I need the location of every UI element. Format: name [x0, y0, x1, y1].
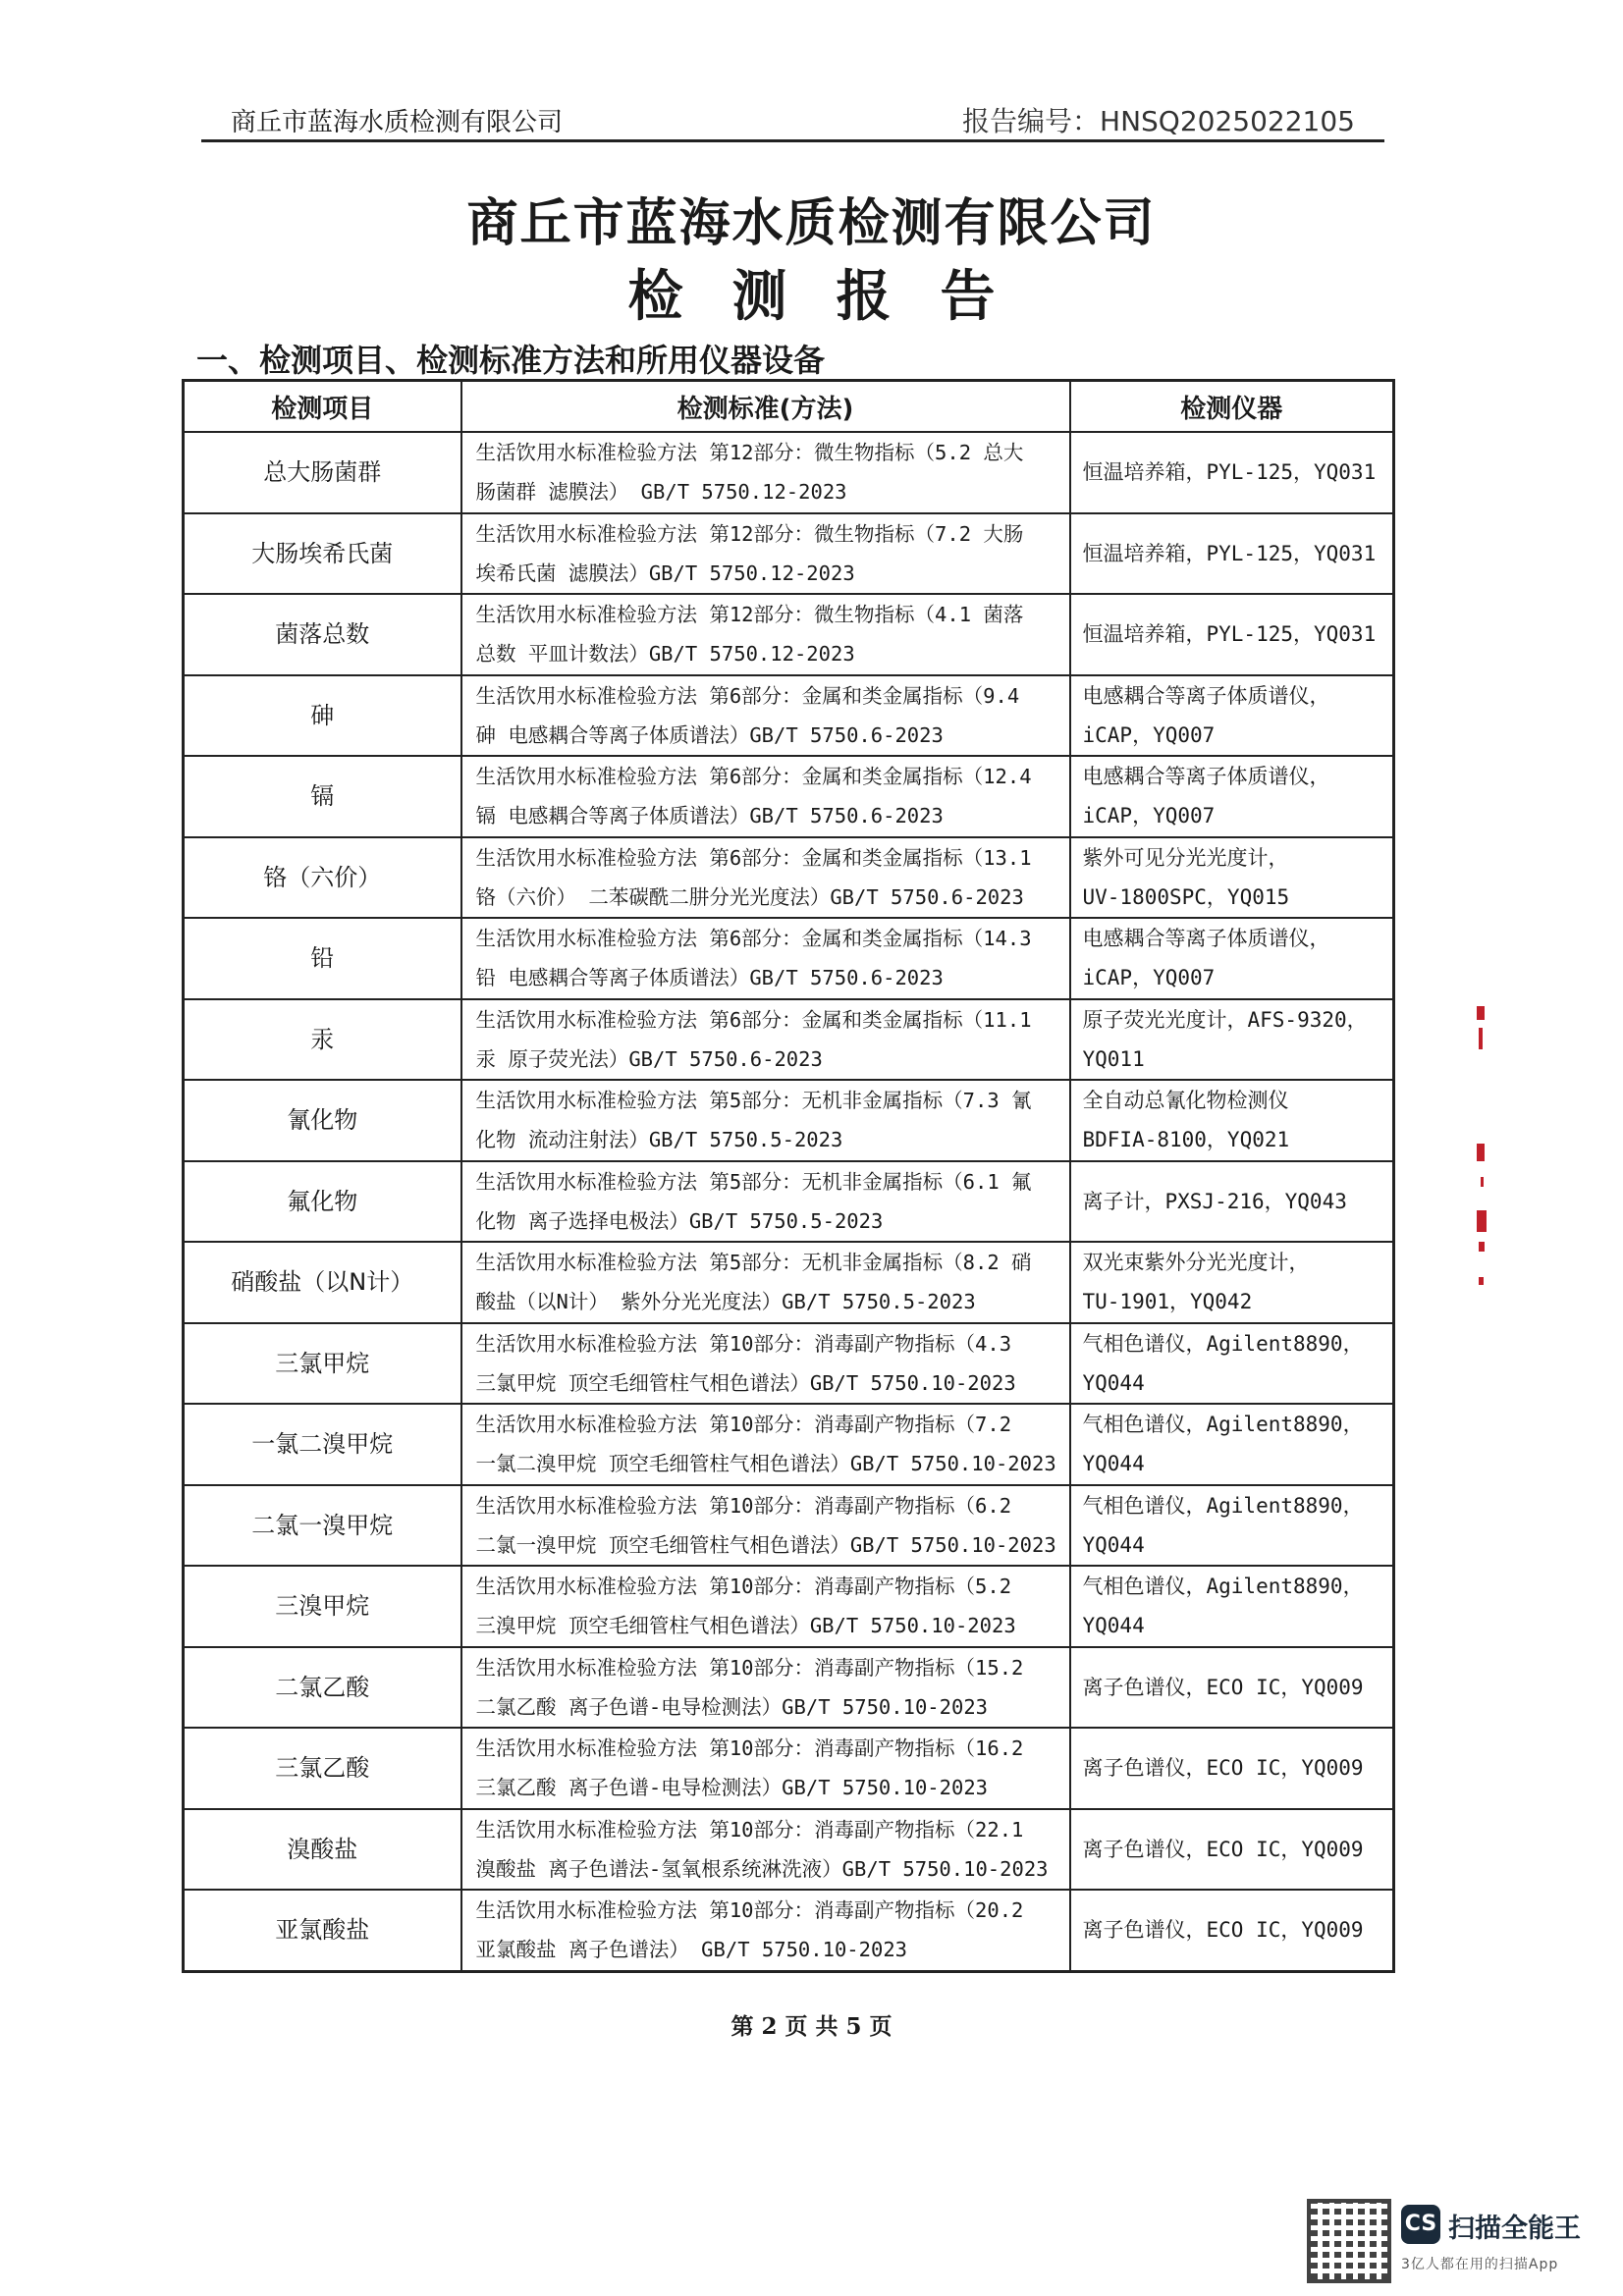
instrument-line-1: 气相色谱仪，Agilent8890，	[1082, 1331, 1364, 1356]
method-line-1: 生活饮用水标准检验方法 第10部分：消毒副产物指标（4.3	[475, 1331, 1012, 1356]
instrument-line-1: 恒温培养箱，PYL-125，YQ031	[1082, 622, 1377, 647]
table-row	[184, 1080, 1394, 1161]
instrument-line-2: iCAP，YQ007	[1082, 804, 1216, 828]
header-instrument: 检测仪器	[1070, 381, 1394, 433]
method-line-2: 三溴甲烷 顶空毛细管柱气相色谱法）GB/T 5750.10-2023	[475, 1614, 1016, 1638]
cell-instrument	[1070, 675, 1394, 757]
method-line-2: 酸盐（以N计） 紫外分光光度法）GB/T 5750.5-2023	[475, 1290, 976, 1314]
cell-instrument	[1070, 756, 1394, 837]
cell-instrument	[1070, 1242, 1394, 1323]
cell-test-method	[461, 837, 1070, 919]
scanner-app-name: 扫描全能王	[1448, 2214, 1581, 2244]
method-line-1: 生活饮用水标准检验方法 第10部分：消毒副产物指标（15.2	[475, 1655, 1024, 1680]
method-line-2: 亚氯酸盐 离子色谱法） GB/T 5750.10-2023	[475, 1938, 907, 1962]
method-line-2: 二氯乙酸 离子色谱-电导检测法）GB/T 5750.10-2023	[475, 1694, 988, 1719]
instrument-line-1: 恒温培养箱，PYL-125，YQ031	[1082, 460, 1377, 485]
cell-instrument	[1070, 594, 1394, 675]
header-report-number: 报告编号：HNSQ2025022105	[962, 105, 1355, 137]
cell-test-item: 硝酸盐（以N计）	[184, 1242, 461, 1323]
cell-test-item: 铅	[184, 918, 461, 999]
cell-test-method	[461, 918, 1070, 999]
cell-test-method	[461, 1566, 1070, 1647]
section-title: 一、检测项目、检测标准方法和所用仪器设备	[196, 342, 826, 379]
cell-test-method	[461, 1728, 1070, 1809]
instrument-line-1: 原子荧光光度计，AFS-9320，	[1082, 1007, 1368, 1032]
method-line-1: 生活饮用水标准检验方法 第10部分：消毒副产物指标（22.1	[475, 1817, 1024, 1842]
instrument-line-2: YQ044	[1082, 1370, 1145, 1395]
method-line-1: 生活饮用水标准检验方法 第5部分：无机非金属指标（8.2 硝	[475, 1251, 1032, 1275]
method-line-1: 生活饮用水标准检验方法 第12部分：微生物指标（5.2 总大	[475, 441, 1024, 465]
cell-instrument	[1070, 1728, 1394, 1809]
cell-test-method	[461, 1485, 1070, 1567]
cell-test-item: 铬（六价）	[184, 837, 461, 919]
scanner-app-badge	[1311, 2199, 1605, 2287]
method-line-2: 砷 电感耦合等离子体质谱法）GB/T 5750.6-2023	[475, 722, 944, 747]
cell-instrument	[1070, 1323, 1394, 1405]
cell-instrument	[1070, 432, 1394, 513]
cell-test-item: 二氯一溴甲烷	[184, 1485, 461, 1567]
method-line-1: 生活饮用水标准检验方法 第6部分：金属和类金属指标（11.1	[475, 1007, 1032, 1032]
table-row	[184, 1809, 1394, 1891]
table-row	[184, 432, 1394, 513]
instrument-line-2: YQ044	[1082, 1452, 1145, 1476]
method-line-2: 铅 电感耦合等离子体质谱法）GB/T 5750.6-2023	[475, 966, 944, 990]
cell-test-item: 三溴甲烷	[184, 1566, 461, 1647]
method-line-1: 生活饮用水标准检验方法 第10部分：消毒副产物指标（6.2	[475, 1493, 1012, 1518]
cell-test-method	[461, 1890, 1070, 1971]
cell-test-item: 镉	[184, 756, 461, 837]
instrument-line-1: 气相色谱仪，Agilent8890，	[1082, 1493, 1364, 1518]
instrument-line-1: 离子色谱仪，ECO IC，YQ009	[1082, 1918, 1364, 1943]
cell-test-method	[461, 999, 1070, 1081]
table-row	[184, 1728, 1394, 1809]
instrument-line-2: YQ044	[1082, 1532, 1145, 1557]
instrument-line-2: iCAP，YQ007	[1082, 722, 1216, 747]
table-row	[184, 1647, 1394, 1729]
cell-test-method	[461, 432, 1070, 513]
table-row	[184, 675, 1394, 757]
cell-instrument	[1070, 1809, 1394, 1891]
instrument-line-2: YQ011	[1082, 1046, 1145, 1071]
method-line-1: 生活饮用水标准检验方法 第6部分：金属和类金属指标（9.4	[475, 683, 1020, 708]
cell-instrument	[1070, 918, 1394, 999]
method-line-1: 生活饮用水标准检验方法 第5部分：无机非金属指标（6.1 氟	[475, 1169, 1032, 1194]
method-line-2: 三氯甲烷 顶空毛细管柱气相色谱法）GB/T 5750.10-2023	[475, 1370, 1016, 1395]
cell-instrument	[1070, 1161, 1394, 1243]
cell-test-item: 溴酸盐	[184, 1809, 461, 1891]
cell-test-item: 砷	[184, 675, 461, 757]
method-line-2: 镉 电感耦合等离子体质谱法）GB/T 5750.6-2023	[475, 804, 944, 828]
table-row	[184, 1890, 1394, 1971]
test-items-table-container	[182, 379, 1392, 1973]
instrument-line-1: 电感耦合等离子体质谱仪，	[1082, 765, 1330, 789]
cell-test-method	[461, 513, 1070, 595]
cell-instrument	[1070, 1647, 1394, 1729]
seal-edge-marks	[1473, 1006, 1502, 1301]
method-line-1: 生活饮用水标准检验方法 第5部分：无机非金属指标（7.3 氰	[475, 1089, 1032, 1113]
table-row	[184, 1323, 1394, 1405]
method-line-1: 生活饮用水标准检验方法 第10部分：消毒副产物指标（16.2	[475, 1736, 1024, 1761]
table-row	[184, 756, 1394, 837]
page-header	[201, 96, 1384, 142]
cell-test-method	[461, 1242, 1070, 1323]
method-line-2: 汞 原子荧光法）GB/T 5750.6-2023	[475, 1046, 823, 1071]
method-line-2: 一氯二溴甲烷 顶空毛细管柱气相色谱法）GB/T 5750.10-2023	[475, 1452, 1056, 1476]
table-row	[184, 999, 1394, 1081]
method-line-1: 生活饮用水标准检验方法 第10部分：消毒副产物指标（20.2	[475, 1898, 1024, 1923]
cell-test-item: 一氯二溴甲烷	[184, 1404, 461, 1485]
instrument-line-2: TU-1901，YQ042	[1082, 1290, 1253, 1314]
table-row	[184, 594, 1394, 675]
method-line-1: 生活饮用水标准检验方法 第12部分：微生物指标（7.2 大肠	[475, 521, 1024, 546]
cell-instrument	[1070, 513, 1394, 595]
header-test-method: 检测标准(方法)	[461, 381, 1070, 433]
instrument-line-2: iCAP，YQ007	[1082, 966, 1216, 990]
cell-instrument	[1070, 1566, 1394, 1647]
cell-test-item: 大肠埃希氏菌	[184, 513, 461, 595]
header-test-item: 检测项目	[184, 381, 461, 433]
cell-test-method	[461, 1323, 1070, 1405]
method-line-1: 生活饮用水标准检验方法 第10部分：消毒副产物指标（5.2	[475, 1575, 1012, 1599]
cell-instrument	[1070, 1080, 1394, 1161]
document-title-report: 检测报告	[627, 265, 1045, 329]
instrument-line-1: 紫外可见分光光度计，	[1082, 845, 1289, 870]
cell-instrument	[1070, 1485, 1394, 1567]
camscanner-logo-icon: CS	[1401, 2205, 1440, 2244]
cell-instrument	[1070, 837, 1394, 919]
method-line-2: 铬（六价） 二苯碳酰二肼分光光度法）GB/T 5750.6-2023	[475, 884, 1024, 909]
method-line-2: 溴酸盐 离子色谱法-氢氧根系统淋洗液）GB/T 5750.10-2023	[475, 1856, 1049, 1881]
method-line-2: 埃希氏菌 滤膜法）GB/T 5750.12-2023	[475, 561, 855, 585]
instrument-line-1: 气相色谱仪，Agilent8890，	[1082, 1575, 1364, 1599]
cell-test-item: 氟化物	[184, 1161, 461, 1243]
cell-test-item: 总大肠菌群	[184, 432, 461, 513]
cell-test-item: 三氯甲烷	[184, 1323, 461, 1405]
instrument-line-2: BDFIA-8100，YQ021	[1082, 1128, 1290, 1152]
instrument-line-1: 电感耦合等离子体质谱仪，	[1082, 927, 1330, 951]
instrument-line-1: 离子色谱仪，ECO IC，YQ009	[1082, 1837, 1364, 1861]
cell-test-item: 三氯乙酸	[184, 1728, 461, 1809]
document-title-company: 商丘市蓝海水质检测有限公司	[466, 194, 1157, 253]
instrument-line-1: 双光束紫外分光光度计，	[1082, 1251, 1310, 1275]
instrument-line-1: 离子计，PXSJ-216，YQ043	[1082, 1189, 1347, 1213]
table-row	[184, 918, 1394, 999]
cell-test-item: 亚氯酸盐	[184, 1890, 461, 1971]
method-line-2: 肠菌群 滤膜法） GB/T 5750.12-2023	[475, 480, 847, 505]
cell-test-item: 氰化物	[184, 1080, 461, 1161]
cell-test-method	[461, 1161, 1070, 1243]
cell-instrument	[1070, 1890, 1394, 1971]
instrument-line-1: 离子色谱仪，ECO IC，YQ009	[1082, 1756, 1364, 1781]
instrument-line-2: YQ044	[1082, 1614, 1145, 1638]
table-header-row	[184, 381, 1394, 433]
instrument-line-1: 恒温培养箱，PYL-125，YQ031	[1082, 541, 1377, 565]
instrument-line-1: 气相色谱仪，Agilent8890，	[1082, 1413, 1364, 1437]
cell-instrument	[1070, 1404, 1394, 1485]
header-company: 商丘市蓝海水质检测有限公司	[231, 108, 564, 137]
method-line-1: 生活饮用水标准检验方法 第10部分：消毒副产物指标（7.2	[475, 1413, 1012, 1437]
table-row	[184, 513, 1394, 595]
cell-test-method	[461, 1404, 1070, 1485]
method-line-1: 生活饮用水标准检验方法 第6部分：金属和类金属指标（12.4	[475, 765, 1032, 789]
cell-test-method	[461, 675, 1070, 757]
method-line-2: 三氯乙酸 离子色谱-电导检测法）GB/T 5750.10-2023	[475, 1776, 988, 1800]
table-row	[184, 1404, 1394, 1485]
table-row	[184, 1242, 1394, 1323]
table-row	[184, 1161, 1394, 1243]
method-line-2: 总数 平皿计数法）GB/T 5750.12-2023	[475, 642, 855, 667]
instrument-line-1: 电感耦合等离子体质谱仪，	[1082, 683, 1330, 708]
method-line-1: 生活饮用水标准检验方法 第12部分：微生物指标（4.1 菌落	[475, 603, 1024, 627]
table-row	[184, 1485, 1394, 1567]
cell-test-item: 二氯乙酸	[184, 1647, 461, 1729]
test-items-table	[182, 379, 1395, 1973]
cell-test-method	[461, 1080, 1070, 1161]
instrument-line-1: 离子色谱仪，ECO IC，YQ009	[1082, 1675, 1364, 1699]
cell-test-method	[461, 1809, 1070, 1891]
method-line-2: 二氯一溴甲烷 顶空毛细管柱气相色谱法）GB/T 5750.10-2023	[475, 1532, 1056, 1557]
cell-test-item: 汞	[184, 999, 461, 1081]
method-line-2: 化物 离子选择电极法）GB/T 5750.5-2023	[475, 1208, 884, 1233]
instrument-line-2: UV-1800SPC，YQ015	[1082, 884, 1290, 909]
cell-instrument	[1070, 999, 1394, 1081]
cell-test-method	[461, 594, 1070, 675]
method-line-1: 生活饮用水标准检验方法 第6部分：金属和类金属指标（14.3	[475, 927, 1032, 951]
cell-test-method	[461, 756, 1070, 837]
qr-code-icon	[1311, 2203, 1387, 2279]
page-number: 第 2 页 共 5 页	[730, 2013, 893, 2040]
scanner-app-tagline: 3亿人都在用的扫描App	[1401, 2257, 1559, 2272]
method-line-1: 生活饮用水标准检验方法 第6部分：金属和类金属指标（13.1	[475, 845, 1032, 870]
instrument-line-1: 全自动总氰化物检测仪	[1082, 1089, 1289, 1113]
table-row	[184, 1566, 1394, 1647]
cell-test-item: 菌落总数	[184, 594, 461, 675]
method-line-2: 化物 流动注射法）GB/T 5750.5-2023	[475, 1128, 843, 1152]
cell-test-method	[461, 1647, 1070, 1729]
table-row	[184, 837, 1394, 919]
